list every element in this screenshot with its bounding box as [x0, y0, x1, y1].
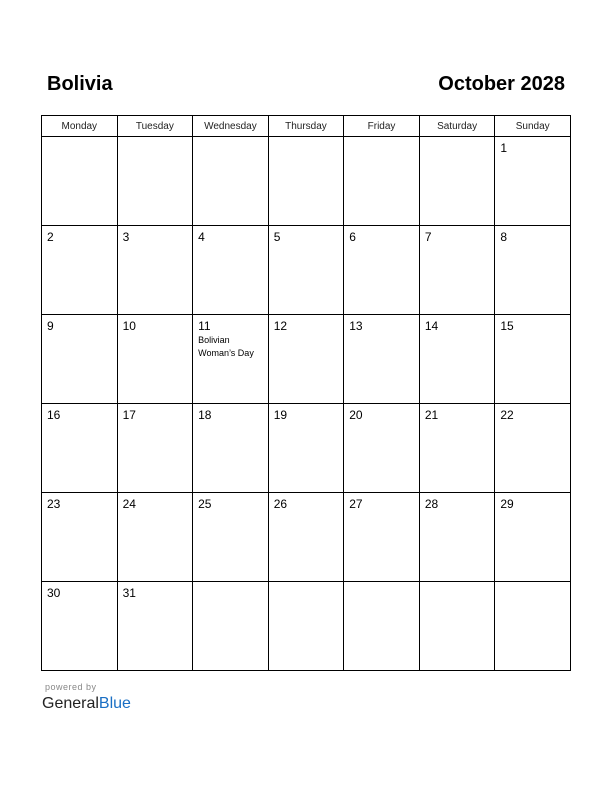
day-number: [118, 137, 193, 141]
day-number: 14: [424, 319, 439, 333]
day-number: [269, 137, 344, 141]
day-number: 30: [47, 586, 61, 600]
day-cell: [268, 315, 344, 404]
day-number: 12: [273, 319, 288, 333]
day-cell: [419, 315, 495, 404]
day-cell: [42, 582, 118, 671]
day-cell: [42, 137, 118, 226]
week-row: [42, 137, 571, 226]
day-number: 27: [349, 497, 363, 511]
day-number: 17: [122, 408, 136, 422]
day-cell: [268, 582, 344, 671]
day-cell: [268, 493, 344, 582]
day-number: 31: [122, 586, 136, 600]
day-number: 10: [122, 319, 136, 333]
day-number: 4: [198, 230, 205, 244]
day-number: 18: [198, 408, 212, 422]
day-number: 7: [424, 230, 432, 244]
day-number: 6: [349, 230, 356, 244]
day-number: 29: [500, 497, 514, 511]
day-number: [420, 137, 495, 141]
day-cell: [419, 493, 495, 582]
day-cell: [193, 404, 269, 493]
day-cell: [495, 226, 571, 315]
day-cell: [419, 226, 495, 315]
day-number: [193, 582, 268, 586]
day-number: 24: [122, 497, 136, 511]
day-number: [193, 137, 268, 141]
weekday-header: Monday: [42, 116, 118, 137]
day-cell: [344, 582, 420, 671]
day-cell: [42, 226, 118, 315]
brand-general: General: [42, 695, 99, 712]
day-cell: [117, 493, 193, 582]
footer-branding: [42, 681, 131, 714]
day-number: 2: [47, 230, 54, 244]
day-number: [269, 582, 344, 586]
country-title: Bolivia: [47, 73, 113, 95]
day-cell: [117, 137, 193, 226]
weekday-header-row: [42, 116, 571, 137]
day-cell: [193, 226, 269, 315]
weekday-header: Saturday: [419, 116, 495, 137]
day-number: 9: [47, 319, 54, 333]
week-row: [42, 404, 571, 493]
day-number: [344, 582, 419, 586]
holiday-label: Bolivian Woman’s Day: [198, 335, 254, 358]
day-number: 22: [500, 408, 514, 422]
weekday-header: Tuesday: [117, 116, 193, 137]
day-cell: [268, 404, 344, 493]
week-row: [42, 582, 571, 671]
day-cell: [117, 315, 193, 404]
day-number: 15: [500, 319, 514, 333]
day-cell: [42, 315, 118, 404]
weekday-header: Wednesday: [193, 116, 269, 137]
day-cell: [419, 582, 495, 671]
day-cell: [419, 404, 495, 493]
powered-by-text: powered by: [45, 682, 97, 692]
day-cell: [344, 315, 420, 404]
day-cell: [495, 315, 571, 404]
day-cell: [193, 582, 269, 671]
day-cell: [117, 404, 193, 493]
day-cell: [117, 226, 193, 315]
day-cell: [344, 137, 420, 226]
day-number: 3: [122, 230, 130, 244]
month-title: October 2028: [438, 73, 565, 95]
day-cell: [495, 137, 571, 226]
day-number: 16: [47, 408, 61, 422]
day-number: 5: [273, 230, 281, 244]
week-row: [42, 226, 571, 315]
day-number: 28: [424, 497, 439, 511]
day-cell: [268, 226, 344, 315]
day-cell: [42, 493, 118, 582]
calendar-grid: [41, 115, 571, 671]
brand-logo: [42, 694, 131, 714]
day-number: 19: [273, 408, 288, 422]
day-cell: [268, 137, 344, 226]
day-cell: [495, 582, 571, 671]
day-number: 11: [198, 319, 211, 333]
day-cell: [344, 404, 420, 493]
weekday-header: Friday: [344, 116, 420, 137]
day-number: 1: [500, 141, 508, 155]
day-number: 13: [349, 319, 363, 333]
week-row: [42, 493, 571, 582]
brand-blue: Blue: [98, 695, 131, 712]
day-number: 25: [198, 497, 212, 511]
day-number: [42, 137, 117, 141]
day-number: [495, 582, 570, 586]
day-cell: [193, 315, 269, 404]
day-number: [344, 137, 419, 141]
day-cell: [117, 582, 193, 671]
day-number: 8: [500, 230, 508, 244]
day-number: 26: [273, 497, 288, 511]
weekday-header: Sunday: [495, 116, 571, 137]
day-cell: [495, 404, 571, 493]
day-number: [420, 582, 495, 586]
day-cell: [193, 137, 269, 226]
day-cell: [495, 493, 571, 582]
day-cell: [42, 404, 118, 493]
day-number: 21: [424, 408, 439, 422]
day-cell: [419, 137, 495, 226]
day-cell: [344, 226, 420, 315]
day-cell: [193, 493, 269, 582]
day-number: 20: [349, 408, 363, 422]
day-cell: [344, 493, 420, 582]
week-row: [42, 315, 571, 404]
day-number: 23: [47, 497, 61, 511]
weekday-header: Thursday: [268, 116, 344, 137]
